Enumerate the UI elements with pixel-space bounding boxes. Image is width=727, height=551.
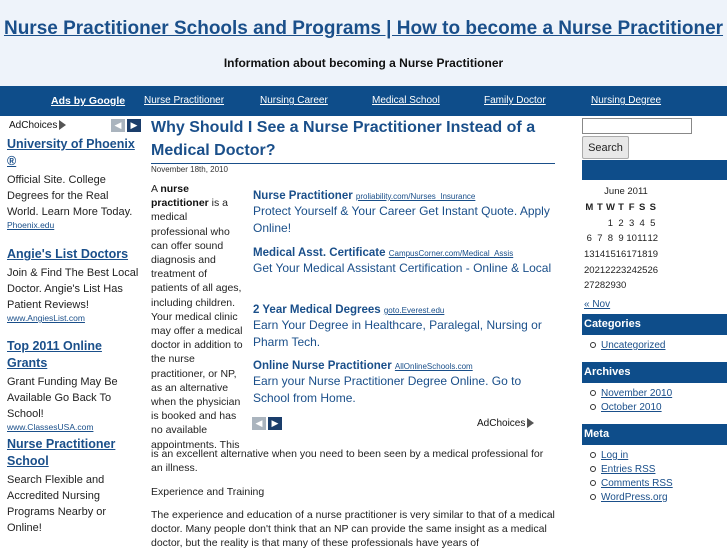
meta-item [590, 449, 673, 463]
adchoices-icon [527, 418, 534, 428]
calendar-day-header: W [605, 202, 615, 214]
calendar-day-header: T [618, 202, 624, 214]
calendar-day: 10 [626, 233, 637, 245]
nav-link-family-doctor[interactable]: Family Doctor [484, 95, 546, 106]
post-title[interactable]: Why Should I See a Nurse Practitioner Instead of a Medical Doctor? [151, 119, 536, 159]
login-link[interactable]: Log in [601, 450, 629, 461]
ad-body[interactable]: Protect Yourself & Your Career Get Instant Quote. Apply Online! [253, 204, 550, 235]
post-date: November 18th, 2010 [151, 163, 555, 174]
calendar-day: 8 [607, 233, 614, 245]
meta-item [590, 463, 673, 477]
calendar-day: 4 [639, 217, 645, 229]
calendar-day-header: M [585, 202, 594, 214]
archive-item [590, 401, 672, 415]
ad-body[interactable]: Get Your Medical Assistant Certification - Online & Local [253, 261, 552, 275]
entries-rss-link[interactable]: Entries RSS [601, 464, 656, 475]
calendar-day: 15 [605, 249, 616, 261]
calendar-day: 14 [594, 249, 606, 261]
archives-heading: Archives [582, 362, 727, 383]
search-button[interactable]: Search [582, 136, 629, 159]
ads-next-button[interactable]: ▶ [268, 417, 282, 430]
inline-ad-item [253, 360, 553, 406]
calendar-day-header: T [596, 202, 603, 214]
calendar-day: 23 [615, 264, 627, 276]
ad-url[interactable]: Phoenix.edu [7, 220, 55, 230]
nav-link-nursing-degree[interactable]: Nursing Degree [591, 95, 662, 106]
meta-item [590, 491, 673, 505]
calendar-day: 9 [618, 233, 624, 245]
ad-title[interactable]: Top 2011 Online Grants [7, 339, 102, 370]
calendar-day: 16 [615, 249, 627, 261]
ad-title[interactable]: 2 Year Medical Degrees [253, 304, 381, 316]
calendar-day: 3 [628, 217, 635, 229]
wordpress-link[interactable]: WordPress.org [601, 492, 668, 503]
calendar-prev-month-link[interactable]: « Nov [584, 299, 611, 310]
archive-link[interactable]: November 2010 [601, 388, 673, 399]
calendar-day: 5 [650, 217, 656, 229]
calendar-day: 22 [605, 264, 616, 276]
archive-item [590, 387, 672, 401]
calendar-day: 17 [626, 249, 637, 261]
top-navigation [0, 86, 727, 116]
categories-heading: Categories [582, 314, 727, 335]
calendar-day: 25 [636, 264, 648, 276]
site-description: Information about becoming a Nurse Practitioner [223, 56, 504, 70]
left-ad-item [7, 436, 139, 536]
calendar-caption: June 2011 [604, 186, 648, 197]
calendar-day: 20 [584, 264, 595, 276]
adchoices-label[interactable]: AdChoices [9, 120, 66, 131]
category-link[interactable]: Uncategorized [601, 340, 666, 351]
left-ad-item [7, 136, 139, 230]
calendar-day: 24 [626, 264, 637, 276]
site-header [0, 0, 727, 86]
ad-url[interactable]: CampusCorner.com/Medical_Assis [388, 249, 514, 258]
calendar-day: 7 [597, 233, 603, 245]
post-subheading: Experience and Training [151, 486, 265, 498]
ads-prev-button[interactable]: ◀ [111, 119, 125, 132]
ad-title[interactable]: Nurse Practitioner [253, 190, 353, 202]
ads-next-button[interactable]: ▶ [127, 119, 141, 132]
calendar-day: 11 [637, 233, 648, 245]
archive-link[interactable]: October 2010 [601, 402, 662, 413]
ad-body: Grant Funding May Be Available Go Back To School! [7, 376, 118, 420]
inline-ad-item [253, 247, 553, 277]
ad-title[interactable]: Nurse Practitioner School [7, 437, 116, 468]
calendar-day: 6 [586, 233, 592, 245]
ad-url[interactable]: proliability.com/Nurses_Insurance [355, 192, 476, 201]
calendar-grid [584, 200, 658, 294]
ad-title[interactable]: Angie's List Doctors [7, 247, 129, 261]
calendar-day-header: S [639, 202, 646, 214]
calendar-day: 21 [594, 264, 606, 276]
ads-prev-button[interactable]: ◀ [252, 417, 266, 430]
adchoices-icon [59, 120, 66, 130]
adchoices-label[interactable]: AdChoices [477, 418, 534, 429]
nurse-practitioner-term: nurse practitioner [151, 183, 209, 210]
post-intro: A nurse practitioner is a medical professional who can offer sound diagnosis and treatment of patients of all ages, including children. Your medical clinic may offer a medical doctor in addition to the nurse practitioner, or NP, as an alternative when the physician is booked and has no available appointments. This [151, 183, 243, 451]
calendar-day: 28 [594, 280, 606, 292]
ad-title[interactable]: University of Phoenix ® [7, 137, 135, 168]
calendar-day: 12 [647, 233, 659, 245]
calendar-day: 26 [647, 264, 659, 276]
ad-url[interactable]: goto.Everest.edu [383, 306, 445, 315]
categories-list [590, 339, 665, 353]
ad-body[interactable]: Earn Your Degree in Healthcare, Paralegal, Nursing or Pharm Tech. [253, 318, 542, 349]
category-item [590, 339, 665, 353]
nav-link-medical-school[interactable]: Medical School [372, 95, 440, 106]
inline-ad-item [253, 304, 553, 350]
comments-rss-link[interactable]: Comments RSS [601, 478, 673, 489]
calendar-day [647, 278, 658, 294]
meta-item [590, 477, 673, 491]
calendar-day: 27 [584, 280, 595, 292]
meta-heading: Meta [582, 424, 727, 445]
ad-url[interactable]: www.AngiesList.com [7, 313, 85, 323]
nav-link-nursing-career[interactable]: Nursing Career [260, 95, 328, 106]
ad-title[interactable]: Medical Asst. Certificate [253, 247, 386, 259]
archives-list [590, 387, 672, 415]
ad-url[interactable]: AllOnlineSchools.com [394, 362, 473, 371]
post-paragraph: The experience and education of a nurse practitioner is very similar to that of a medical doctor. Many people don't think that an NP can provide the same insight as a medical doctor, but the reality is that many of these professionals have years of [151, 509, 555, 550]
calendar-day [595, 216, 606, 232]
calendar-day: 1 [607, 217, 614, 229]
calendar-day: 19 [647, 249, 659, 261]
calendar-day: 29 [605, 280, 616, 292]
inline-ad-item [253, 190, 553, 236]
ad-body[interactable]: Earn your Nurse Practitioner Degree Online. Go to School from Home. [253, 374, 522, 405]
calendar-day [637, 278, 648, 294]
calendar-header-bar [582, 160, 727, 180]
calendar-day: 18 [636, 249, 648, 261]
search-input[interactable] [582, 118, 692, 134]
calendar-day: 13 [584, 249, 595, 261]
meta-list [590, 449, 673, 505]
left-ad-item [7, 338, 139, 432]
calendar-day-header: F [628, 202, 635, 214]
calendar-day [584, 216, 595, 232]
ad-body: Join & Find The Best Local Doctor. Angie's List Has Patient Reviews! [7, 267, 139, 311]
nav-link-nurse-practitioner[interactable]: Nurse Practitioner [144, 95, 225, 106]
calendar-day-header: S [649, 202, 656, 214]
ads-by-google-link[interactable]: Ads by Google [51, 95, 126, 107]
left-ad-item [7, 246, 139, 323]
site-title[interactable]: Nurse Practitioner Schools and Programs | How to become a Nurse Practitioner [3, 18, 724, 39]
calendar-day: 30 [615, 280, 627, 292]
left-ad-column [0, 116, 145, 545]
post-intro-continued: is an excellent alternative when you need to been seen by a medical professional for an illness. [151, 448, 544, 475]
ad-body: Search Flexible and Accredited Nursing Programs Nearby or Online! [7, 474, 107, 534]
calendar-day: 2 [618, 217, 624, 229]
calendar-day [626, 278, 637, 294]
ad-title[interactable]: Online Nurse Practitioner [253, 360, 392, 372]
ad-url[interactable]: www.ClassesUSA.com [7, 422, 94, 432]
ad-body: Official Site. College Degrees for the Real World. Learn More Today. [7, 174, 133, 218]
